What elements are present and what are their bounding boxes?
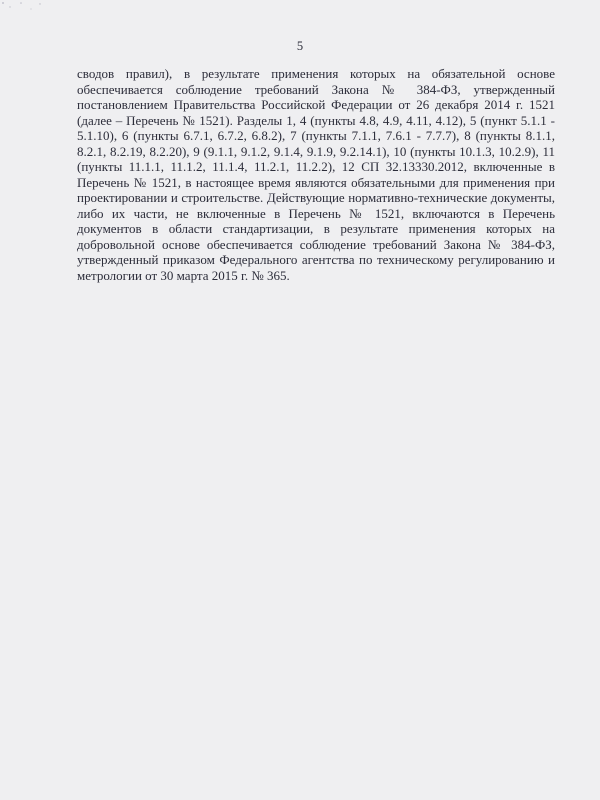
paragraph-line: 8.2.1, 8.2.19, 8.2.20), 9 (9.1.1, 9.1.2, 9.1.4, 9.1.9, 9.2.14.1), 10 (пункты 10.1.3, 10.2.9), 11 [77,143,555,159]
paragraph-line: (пункты 11.1.1, 11.1.2, 11.1.4, 11.2.1, 11.2.2), 12 СП 32.13330.2012, включенные в [77,159,555,174]
paragraph-line: сводов правил), в результате применения которых на обязательной основе [77,66,555,81]
page-number: 5 [296,39,304,53]
scan-artifact-specks [0,0,50,14]
paragraph-line: проектировании и строительстве. Действующие нормативно-технические документы, [77,190,555,205]
paragraph-line: (далее – Перечень № 1521). Разделы 1, 4 (пункты 4.8, 4.9, 4.11, 4.12), 5 (пункт 5.1.1 - [77,112,555,128]
paragraph-line: 5.1.10), 6 (пункты 6.7.1, 6.7.2, 6.8.2), 7 (пункты 7.1.1, 7.6.1 - 7.7.7), 8 (пункты 8.1.1, [77,128,555,143]
body-paragraph [77,66,555,283]
paragraph-line: добровольной основе обеспечивается соблюдение требований Закона № 384-ФЗ, [77,236,555,252]
paragraph-line: утвержденный приказом Федерального агентства по техническому регулированию и [77,252,555,267]
paragraph-line: либо их части, не включенные в Перечень № 1521, включаются в Перечень [77,205,555,221]
paragraph-line: обеспечивается соблюдение требований Закона № 384-ФЗ, утвержденный [77,81,555,97]
paragraph-line: документов в области стандартизации, в результате применения которых на [77,221,555,236]
paragraph-line: постановлением Правительства Российской Федерации от 26 декабря 2014 г. 1521 [77,97,555,112]
paragraph-line: Перечень № 1521, в настоящее время являются обязательными для применения при [77,174,555,190]
paragraph-line: метрологии от 30 марта 2015 г. № 365. [77,267,290,283]
